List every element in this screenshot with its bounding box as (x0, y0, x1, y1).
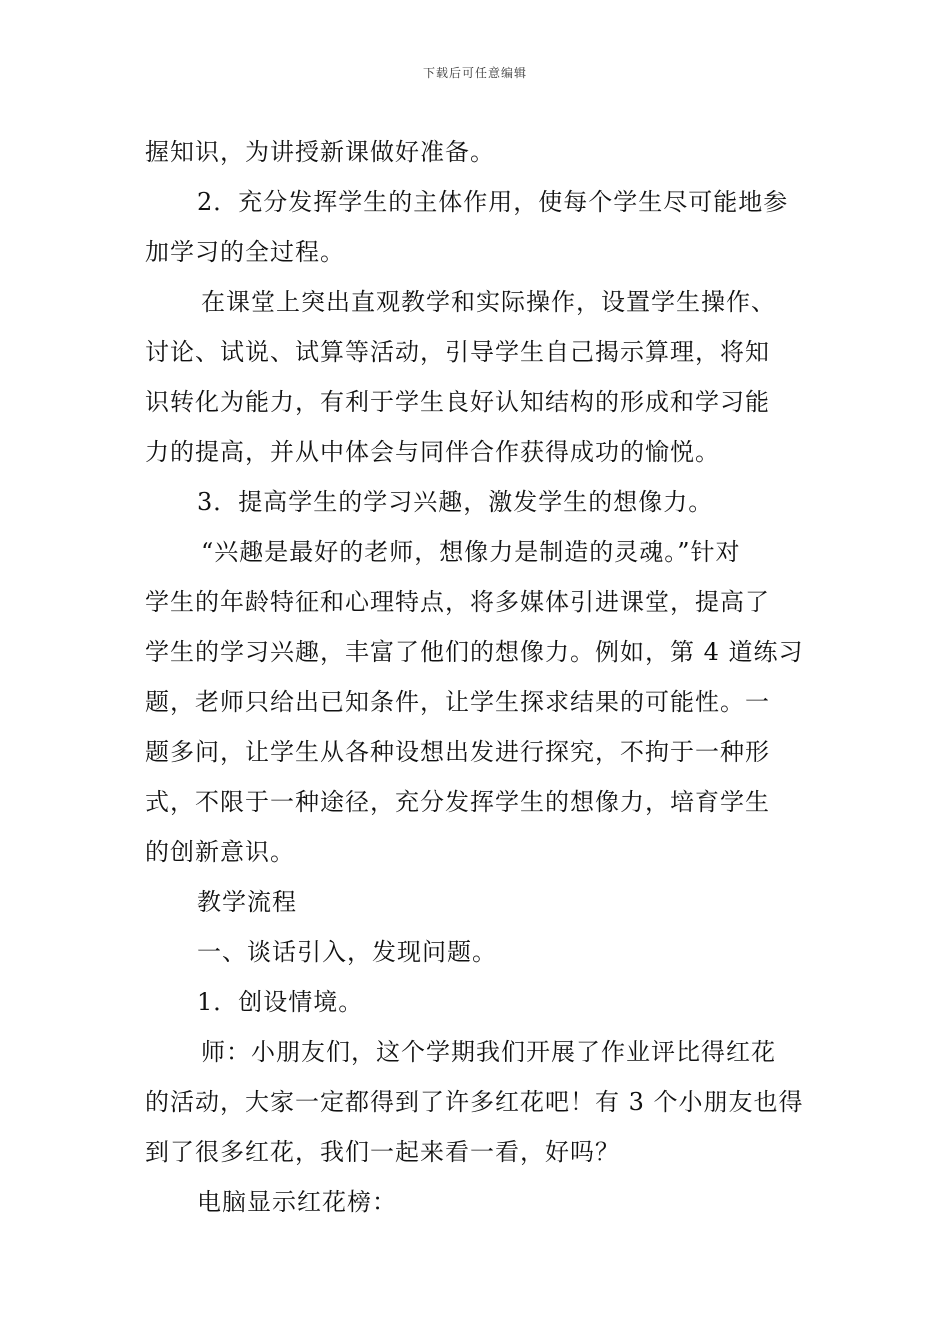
text-line: 一、谈话引入，发现问题。 (197, 938, 497, 966)
text-line: 2．充分发挥学生的主体作用，使每个学生尽可能地参 (197, 188, 789, 216)
text-line: 学生的年龄特征和心理特点，将多媒体引进课堂，提高了 (145, 588, 770, 616)
section-heading: 教学流程 (197, 888, 297, 916)
text-line: 握知识，为讲授新课做好准备。 (145, 138, 495, 166)
text-line: 在课堂上突出直观教学和实际操作，设置学生操作、 (201, 288, 776, 316)
text-line: 电脑显示红花榜： (197, 1188, 397, 1216)
text-line: 题多问，让学生从各种设想出发进行探究，不拘于一种形 (145, 738, 770, 766)
text-line: 的创新意识。 (145, 838, 295, 866)
text-line: 学生的学习兴趣，丰富了他们的想像力。例如，第 4 道练习 (145, 638, 804, 666)
text-line: 师：小朋友们，这个学期我们开展了作业评比得红花 (201, 1038, 776, 1066)
text-line: 1．创设情境。 (197, 988, 364, 1016)
text-line: “兴趣是最好的老师，想像力是制造的灵魂。”针对 (201, 538, 741, 566)
text-line: 3．提高学生的学习兴趣，激发学生的想像力。 (197, 488, 714, 516)
page-header: 下载后可任意编辑 (422, 66, 527, 80)
document-body (145, 127, 810, 1227)
text-line: 讨论、试说、试算等活动，引导学生自己揭示算理，将知 (145, 338, 770, 366)
text-line: 到了很多红花，我们一起来看一看，好吗？ (145, 1138, 620, 1166)
text-line: 的活动，大家一定都得到了许多红花吧！有 3 个小朋友也得 (145, 1088, 804, 1116)
text-line: 识转化为能力，有利于学生良好认知结构的形成和学习能 (145, 388, 770, 416)
text-line: 式，不限于一种途径，充分发挥学生的想像力，培育学生 (145, 788, 770, 816)
text-line: 力的提高，并从中体会与同伴合作获得成功的愉悦。 (145, 438, 720, 466)
text-line: 加学习的全过程。 (145, 238, 345, 266)
text-line: 题，老师只给出已知条件，让学生探求结果的可能性。一 (145, 688, 770, 716)
